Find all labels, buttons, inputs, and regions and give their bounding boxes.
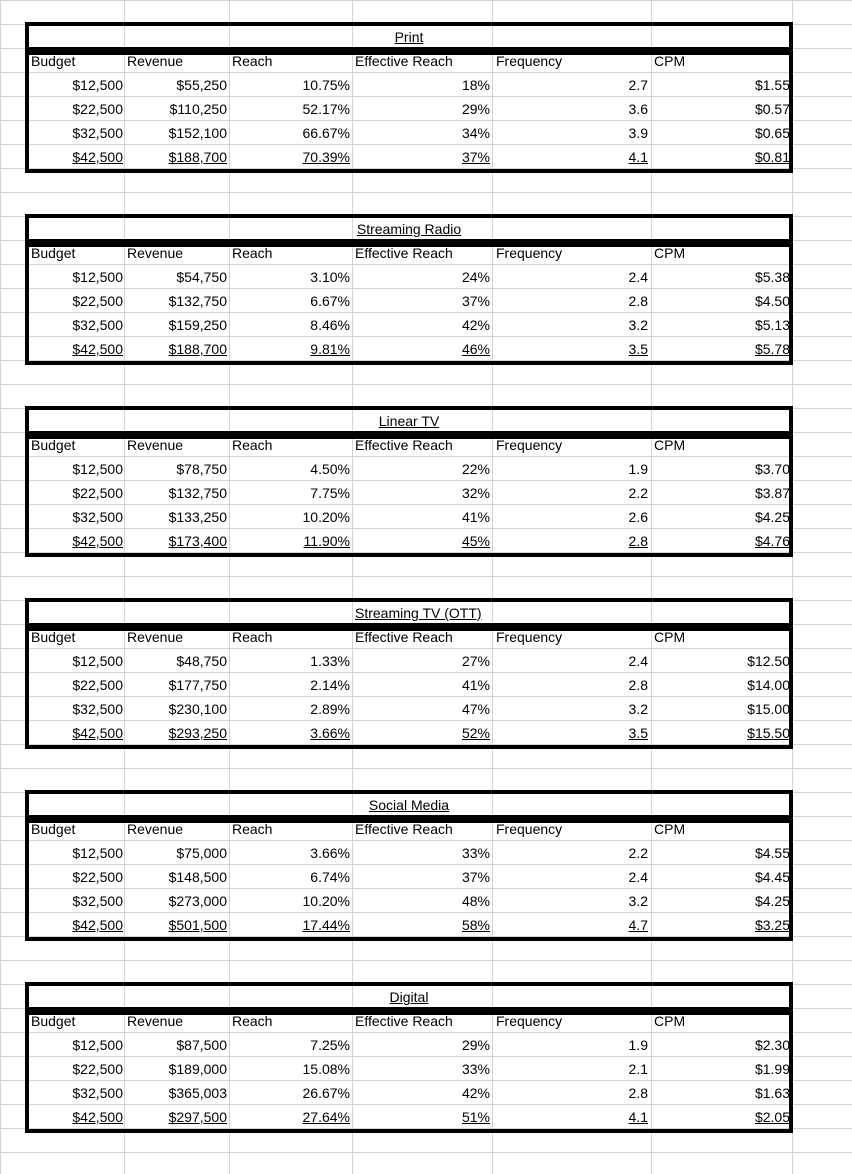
table-cell[interactable]: 52%: [461, 725, 490, 741]
table-cell[interactable]: $54,750: [176, 269, 227, 285]
table-cell[interactable]: $42,500: [72, 533, 123, 549]
table-cell[interactable]: $152,100: [168, 125, 227, 141]
table-title[interactable]: Print: [355, 28, 463, 46]
table-cell[interactable]: $55,250: [176, 77, 227, 93]
column-header[interactable]: Revenue: [127, 245, 184, 261]
table-cell[interactable]: $5.13: [754, 317, 790, 333]
table-cell[interactable]: $42,500: [72, 149, 123, 165]
column-header[interactable]: CPM: [654, 53, 686, 69]
table-cell[interactable]: 9.81%: [310, 341, 350, 357]
table-cell[interactable]: 33%: [461, 845, 490, 861]
table-cell[interactable]: $110,250: [169, 101, 227, 117]
column-header[interactable]: Effective Reach: [355, 245, 453, 261]
table-cell[interactable]: $42,500: [72, 725, 123, 741]
column-header[interactable]: Budget: [31, 437, 76, 453]
table-cell[interactable]: $133,250: [168, 509, 227, 525]
table-cell[interactable]: $32,500: [72, 893, 123, 909]
table-cell[interactable]: 42%: [461, 1085, 490, 1101]
table-cell[interactable]: $5.78: [754, 341, 790, 357]
table-cell[interactable]: $15.50: [747, 725, 790, 741]
table-cell[interactable]: $1.99: [754, 1061, 790, 1077]
table-cell[interactable]: 2.1: [628, 1061, 648, 1077]
column-header[interactable]: Revenue: [127, 629, 184, 645]
table-cell[interactable]: $0.65: [754, 125, 790, 141]
table-cell[interactable]: $32,500: [72, 701, 123, 717]
table-cell[interactable]: $0.57: [754, 101, 790, 117]
table-cell[interactable]: 46%: [461, 341, 490, 357]
table-cell[interactable]: 7.25%: [310, 1037, 350, 1053]
table-title[interactable]: Linear TV: [355, 412, 463, 430]
table-cell[interactable]: $32,500: [72, 1085, 123, 1101]
table-cell[interactable]: 42%: [461, 317, 490, 333]
table-cell[interactable]: $4.25: [754, 509, 790, 525]
table-cell[interactable]: 26.67%: [302, 1085, 350, 1101]
column-header[interactable]: Budget: [31, 53, 76, 69]
table-cell[interactable]: 66.67%: [302, 125, 350, 141]
column-header[interactable]: Frequency: [496, 53, 563, 69]
column-header[interactable]: Frequency: [496, 245, 563, 261]
table-cell[interactable]: $75,000: [176, 845, 227, 861]
table-cell[interactable]: $14.00: [747, 677, 790, 693]
table-cell[interactable]: 6.74%: [310, 869, 350, 885]
table-cell[interactable]: $4.45: [754, 869, 790, 885]
table-block: [25, 790, 793, 941]
table-cell[interactable]: $48,750: [176, 653, 227, 669]
table-cell[interactable]: $230,100: [168, 701, 227, 717]
table-cell[interactable]: 3.5: [628, 341, 648, 357]
table-cell[interactable]: $0.81: [754, 149, 790, 165]
table-cell[interactable]: $12,500: [72, 269, 123, 285]
table-title[interactable]: Streaming Radio: [356, 221, 462, 237]
table-cell[interactable]: $32,500: [72, 317, 123, 333]
table-cell[interactable]: $4.50: [754, 293, 790, 309]
table-cell[interactable]: 10.20%: [302, 893, 350, 909]
table-cell[interactable]: $2.30: [754, 1037, 790, 1053]
table-cell[interactable]: 3.2: [628, 893, 648, 909]
table-cell[interactable]: 24%: [461, 269, 490, 285]
table-cell[interactable]: 37%: [461, 293, 490, 309]
table-cell[interactable]: 45%: [461, 533, 490, 549]
table-cell[interactable]: 3.9: [628, 125, 648, 141]
column-header[interactable]: Reach: [232, 245, 273, 261]
column-header[interactable]: Effective Reach: [355, 53, 453, 69]
table-block: [25, 982, 793, 1133]
table-cell[interactable]: 52.17%: [302, 101, 350, 117]
table-block: [25, 598, 793, 749]
table-cell[interactable]: 3.2: [628, 701, 648, 717]
table-cell[interactable]: $148,500: [168, 869, 227, 885]
column-header[interactable]: Revenue: [127, 1013, 184, 1029]
table-cell[interactable]: 2.6: [628, 509, 648, 525]
table-title[interactable]: Digital: [355, 988, 463, 1006]
table-cell[interactable]: $42,500: [72, 1109, 123, 1125]
table-cell[interactable]: 7.75%: [310, 485, 350, 501]
column-header[interactable]: Revenue: [127, 821, 184, 837]
table-cell[interactable]: 32%: [461, 485, 490, 501]
table-cell[interactable]: $12,500: [72, 77, 123, 93]
table-cell[interactable]: $42,500: [72, 917, 123, 933]
table-cell[interactable]: 3.66%: [310, 845, 350, 861]
column-header[interactable]: CPM: [654, 821, 686, 837]
column-header[interactable]: CPM: [654, 437, 686, 453]
table-cell[interactable]: 3.5: [628, 725, 648, 741]
table-cell[interactable]: 37%: [461, 869, 490, 885]
table-cell[interactable]: 51%: [461, 1109, 490, 1125]
table-cell[interactable]: 2.14%: [310, 677, 350, 693]
column-header[interactable]: CPM: [654, 629, 686, 645]
table-title[interactable]: Social Media: [355, 796, 463, 814]
table-cell[interactable]: 11.90%: [303, 533, 350, 549]
table-cell[interactable]: 10.75%: [302, 77, 350, 93]
table-cell[interactable]: 4.1: [628, 149, 648, 165]
table-cell[interactable]: $177,750: [168, 677, 227, 693]
table-cell[interactable]: 2.2: [628, 485, 648, 501]
table-cell[interactable]: $42,500: [72, 341, 123, 357]
table-cell[interactable]: $12.50: [747, 653, 790, 669]
table-cell[interactable]: 3.6: [628, 101, 648, 117]
table-cell[interactable]: 37%: [461, 149, 490, 165]
table-cell[interactable]: 2.8: [628, 1085, 648, 1101]
table-cell[interactable]: 27%: [461, 653, 490, 669]
column-header[interactable]: Effective Reach: [355, 821, 453, 837]
table-cell[interactable]: 47%: [461, 701, 490, 717]
table-cell[interactable]: 4.7: [628, 917, 648, 933]
table-cell[interactable]: $188,700: [168, 341, 227, 357]
table-cell[interactable]: $159,250: [168, 317, 227, 333]
table-cell[interactable]: 8.46%: [310, 317, 350, 333]
column-header[interactable]: Frequency: [496, 437, 563, 453]
table-cell[interactable]: 22%: [461, 461, 490, 477]
table-cell[interactable]: $32,500: [72, 125, 123, 141]
column-header[interactable]: Frequency: [496, 629, 563, 645]
table-cell[interactable]: $132,750: [168, 293, 227, 309]
table-cell[interactable]: 1.9: [628, 461, 648, 477]
table-cell[interactable]: $22,500: [72, 485, 123, 501]
table-cell[interactable]: $5.38: [754, 269, 790, 285]
table-cell[interactable]: $273,000: [168, 893, 227, 909]
column-header[interactable]: Reach: [232, 437, 273, 453]
table-cell[interactable]: $173,400: [168, 533, 227, 549]
table-cell[interactable]: 70.39%: [302, 149, 350, 165]
table-cell[interactable]: 1.9: [628, 1037, 648, 1053]
table-cell[interactable]: 27.64%: [302, 1109, 350, 1125]
table-cell[interactable]: 3.2: [628, 317, 648, 333]
table-cell[interactable]: $22,500: [72, 677, 123, 693]
table-cell[interactable]: $297,500: [168, 1109, 227, 1125]
table-title[interactable]: Streaming TV (OTT): [355, 605, 482, 621]
table-cell[interactable]: $32,500: [72, 509, 123, 525]
column-header[interactable]: Reach: [232, 1013, 273, 1029]
table-cell[interactable]: $188,700: [168, 149, 227, 165]
table-cell[interactable]: $22,500: [72, 101, 123, 117]
table-cell[interactable]: $365,003: [168, 1085, 227, 1101]
table-block: [25, 406, 793, 557]
table-cell[interactable]: $501,500: [168, 917, 227, 933]
table-cell[interactable]: $3.25: [754, 917, 790, 933]
table-cell[interactable]: 1.33%: [310, 653, 350, 669]
column-header[interactable]: Frequency: [496, 1013, 563, 1029]
column-header[interactable]: Effective Reach: [355, 1013, 453, 1029]
table-cell[interactable]: $3.70: [754, 461, 790, 477]
table-cell[interactable]: 17.44%: [302, 917, 350, 933]
column-header[interactable]: Budget: [31, 1013, 76, 1029]
table-cell[interactable]: 48%: [461, 893, 490, 909]
table-cell[interactable]: 41%: [461, 509, 490, 525]
table-cell[interactable]: $87,500: [176, 1037, 227, 1053]
table-cell[interactable]: 2.8: [628, 533, 648, 549]
table-block: [25, 214, 793, 365]
table-cell[interactable]: $22,500: [72, 869, 123, 885]
column-header[interactable]: Effective Reach: [355, 629, 453, 645]
table-cell[interactable]: $1.63: [754, 1085, 790, 1101]
table-cell[interactable]: $12,500: [72, 653, 123, 669]
column-header[interactable]: Budget: [31, 629, 76, 645]
table-cell[interactable]: $12,500: [72, 845, 123, 861]
table-cell[interactable]: $4.76: [754, 533, 790, 549]
table-cell[interactable]: 3.10%: [310, 269, 350, 285]
table-cell[interactable]: 2.4: [628, 653, 648, 669]
table-cell[interactable]: 29%: [461, 101, 490, 117]
column-header[interactable]: Reach: [232, 53, 273, 69]
column-header[interactable]: Frequency: [496, 821, 563, 837]
table-cell[interactable]: 4.50%: [310, 461, 350, 477]
table-cell[interactable]: $4.25: [754, 893, 790, 909]
table-cell[interactable]: 6.67%: [310, 293, 350, 309]
table-cell[interactable]: $1.55: [754, 77, 790, 93]
table-cell[interactable]: $2.05: [754, 1109, 790, 1125]
table-cell[interactable]: 10.20%: [302, 509, 350, 525]
column-header[interactable]: Revenue: [127, 437, 184, 453]
table-cell[interactable]: $293,250: [168, 725, 227, 741]
table-cell[interactable]: $22,500: [72, 1061, 123, 1077]
table-cell[interactable]: 2.7: [628, 77, 648, 93]
table-cell[interactable]: $4.55: [754, 845, 790, 861]
table-cell[interactable]: 2.89%: [310, 701, 350, 717]
table-cell[interactable]: $15.00: [747, 701, 790, 717]
column-header[interactable]: CPM: [654, 245, 686, 261]
column-header[interactable]: Budget: [31, 245, 76, 261]
table-cell[interactable]: 41%: [461, 677, 490, 693]
table-cell[interactable]: $78,750: [176, 461, 227, 477]
table-cell[interactable]: 33%: [461, 1061, 490, 1077]
table-cell[interactable]: $189,000: [168, 1061, 227, 1077]
table-block: [25, 22, 793, 173]
column-header[interactable]: Effective Reach: [355, 437, 453, 453]
column-header[interactable]: Reach: [232, 821, 273, 837]
table-cell[interactable]: $22,500: [72, 293, 123, 309]
column-header[interactable]: Revenue: [127, 53, 184, 69]
column-header[interactable]: Budget: [31, 821, 76, 837]
column-header[interactable]: CPM: [654, 1013, 686, 1029]
table-cell[interactable]: 15.08%: [302, 1061, 350, 1077]
table-cell[interactable]: 2.2: [628, 845, 648, 861]
table-cell[interactable]: 29%: [461, 1037, 490, 1053]
table-cell[interactable]: $3.87: [754, 485, 790, 501]
table-cell[interactable]: $12,500: [72, 1037, 123, 1053]
table-cell[interactable]: 2.4: [628, 869, 648, 885]
table-cell[interactable]: $12,500: [72, 461, 123, 477]
table-cell[interactable]: 34%: [461, 125, 490, 141]
table-cell[interactable]: 2.4: [628, 269, 648, 285]
table-cell[interactable]: 2.8: [628, 293, 648, 309]
table-cell[interactable]: 2.8: [628, 677, 648, 693]
table-cell[interactable]: 58%: [461, 917, 490, 933]
table-cell[interactable]: 18%: [461, 77, 490, 93]
table-cell[interactable]: $132,750: [168, 485, 227, 501]
table-cell[interactable]: 4.1: [628, 1109, 648, 1125]
table-cell[interactable]: 3.66%: [310, 725, 350, 741]
column-header[interactable]: Reach: [232, 629, 273, 645]
